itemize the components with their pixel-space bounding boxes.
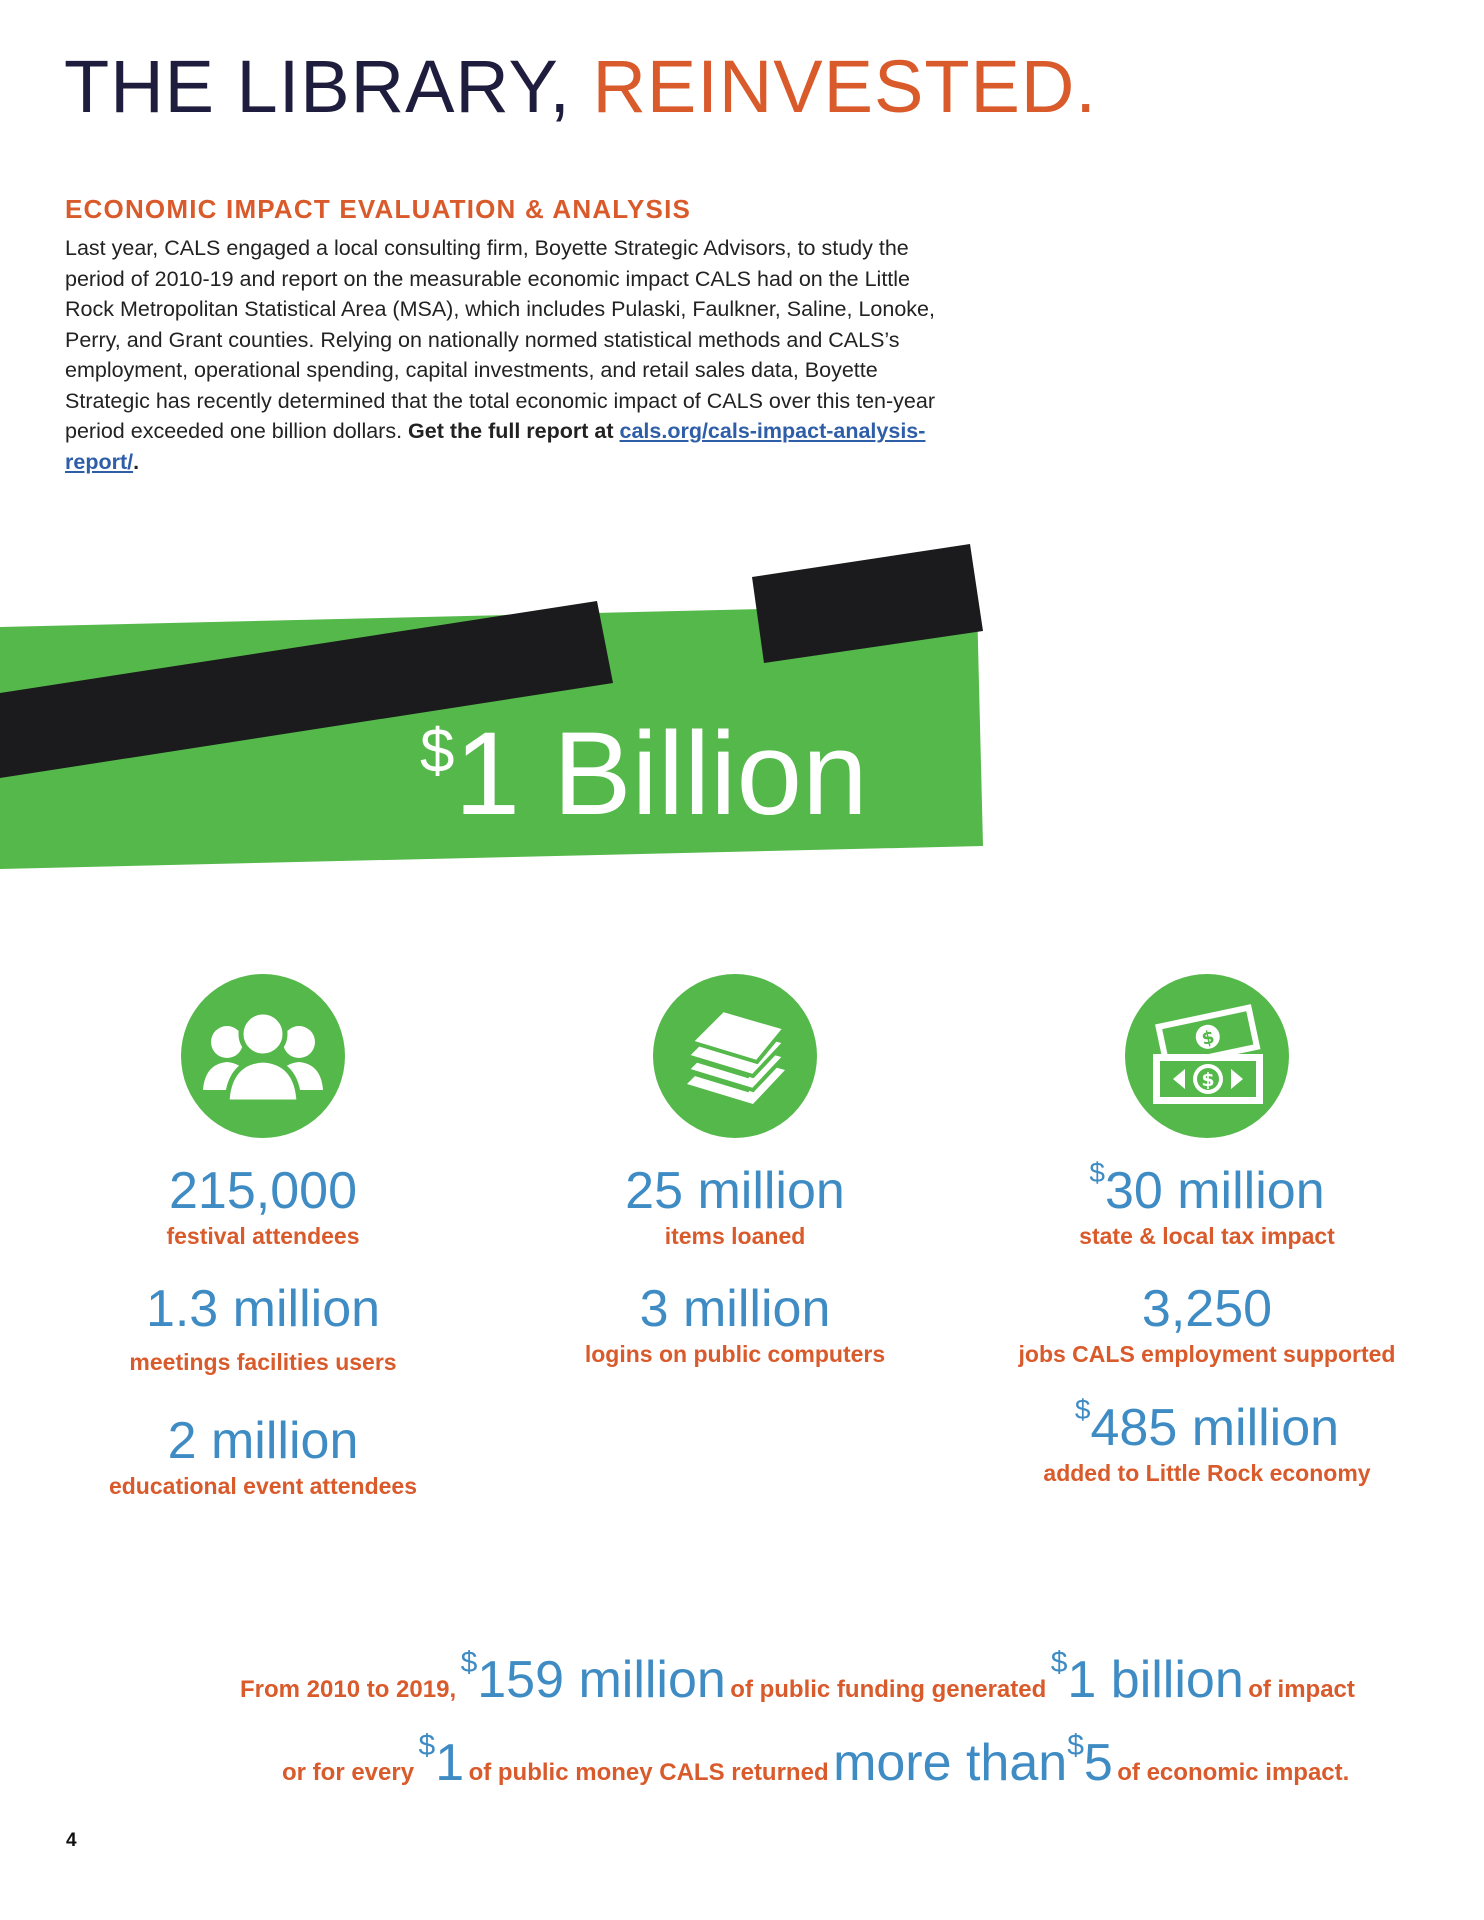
stat-festival-attendees — [43, 1162, 483, 1251]
stat-tax-impact — [987, 1157, 1427, 1251]
stat-value: 485 million — [1090, 1399, 1340, 1457]
stat-label: items loaned — [664, 1223, 806, 1249]
summary-impact-total: 1 billion — [1067, 1651, 1244, 1709]
stat-value: 3,250 — [1141, 1280, 1273, 1338]
svg-text:$: $ — [1201, 1069, 1215, 1091]
svg-text:$: $ — [1199, 1026, 1217, 1050]
summary-middle: of public money CALS returned — [468, 1759, 829, 1786]
summary-currency: $ — [418, 1729, 436, 1762]
stat-value: 215,000 — [169, 1162, 357, 1220]
title-part-1: THE LIBRARY, — [64, 45, 571, 128]
stat-currency: $ — [1089, 1157, 1105, 1188]
stat-educational-event-attendees — [43, 1412, 483, 1501]
summary-public-funding: 159 million — [477, 1651, 726, 1709]
billion-amount: 1 Billion — [454, 708, 868, 840]
stat-currency: $ — [1074, 1394, 1091, 1425]
stat-label: jobs CALS employment supported — [1018, 1341, 1396, 1367]
stat-value: 3 million — [639, 1280, 831, 1338]
summary-one-dollar: 1 — [435, 1734, 465, 1792]
summary-prefix: From 2010 to 2019, — [240, 1676, 457, 1703]
summary-suffix: of impact — [1248, 1676, 1355, 1703]
stat-meeting-facility-users — [43, 1280, 483, 1377]
summary-currency: $ — [1067, 1729, 1084, 1762]
summary-line-2 — [282, 1729, 1350, 1793]
report-link[interactable]: cals.org/cals-impact-analysis-report/ — [65, 419, 926, 474]
intro-cta: Get the full report at — [408, 419, 614, 443]
summary-prefix: or for every — [282, 1759, 415, 1786]
summary-five-dollars: 5 — [1083, 1734, 1113, 1792]
stat-label: meetings facilities users — [129, 1349, 397, 1375]
stat-value: 25 million — [625, 1162, 845, 1220]
stat-label: logins on public computers — [584, 1341, 886, 1367]
title-part-2: REINVESTED. — [592, 45, 1097, 128]
page-number: 4 — [66, 1830, 77, 1851]
summary-currency: $ — [1050, 1646, 1068, 1679]
stat-items-loaned — [515, 1162, 955, 1251]
billion-currency: $ — [420, 717, 455, 786]
summary-line-1 — [240, 1646, 1355, 1710]
stat-jobs-supported — [987, 1280, 1427, 1369]
stat-value: 1.3 million — [145, 1280, 381, 1338]
page-title — [64, 45, 1097, 128]
books-icon — [653, 974, 817, 1138]
stat-value: 2 million — [167, 1412, 359, 1470]
stat-label: added to Little Rock economy — [1043, 1460, 1371, 1486]
stat-label: educational event attendees — [108, 1473, 418, 1499]
summary-middle: of public funding generated — [730, 1676, 1047, 1703]
intro-body: Last year, CALS engaged a local consulting firm, Boyette Strategic Advisors, to study the period of 2010-19 and report on the measurable economic impact CALS had on the Little Rock Metropolitan Statistical Area (MSA), which includes Pulaski, Faulkner, Saline, Lonoke, Perry, and Grant counties. Relying on nationally normed statistical methods and CALS’s employment, operational spending, capital investments, and retail sales data, Boyette Strategic has recently determined that the total economic impact of CALS over this ten-year period exceeded one billion dollars. — [65, 236, 935, 443]
stat-label: state & local tax impact — [1079, 1223, 1335, 1249]
people-icon — [181, 974, 345, 1138]
summary-currency: $ — [460, 1646, 478, 1679]
link-period: . — [133, 449, 140, 474]
stat-value: 30 million — [1104, 1162, 1325, 1220]
summary-more-than: more than — [833, 1734, 1068, 1792]
stat-label: festival attendees — [166, 1223, 360, 1249]
money-icon — [1125, 974, 1289, 1138]
summary-suffix: of economic impact. — [1117, 1759, 1350, 1786]
section-heading: ECONOMIC IMPACT EVALUATION & ANALYSIS — [65, 194, 692, 224]
stat-economy-added — [987, 1394, 1427, 1488]
stat-public-computer-logins — [515, 1280, 955, 1369]
billion-heading — [420, 708, 868, 840]
intro-paragraph — [65, 233, 945, 477]
